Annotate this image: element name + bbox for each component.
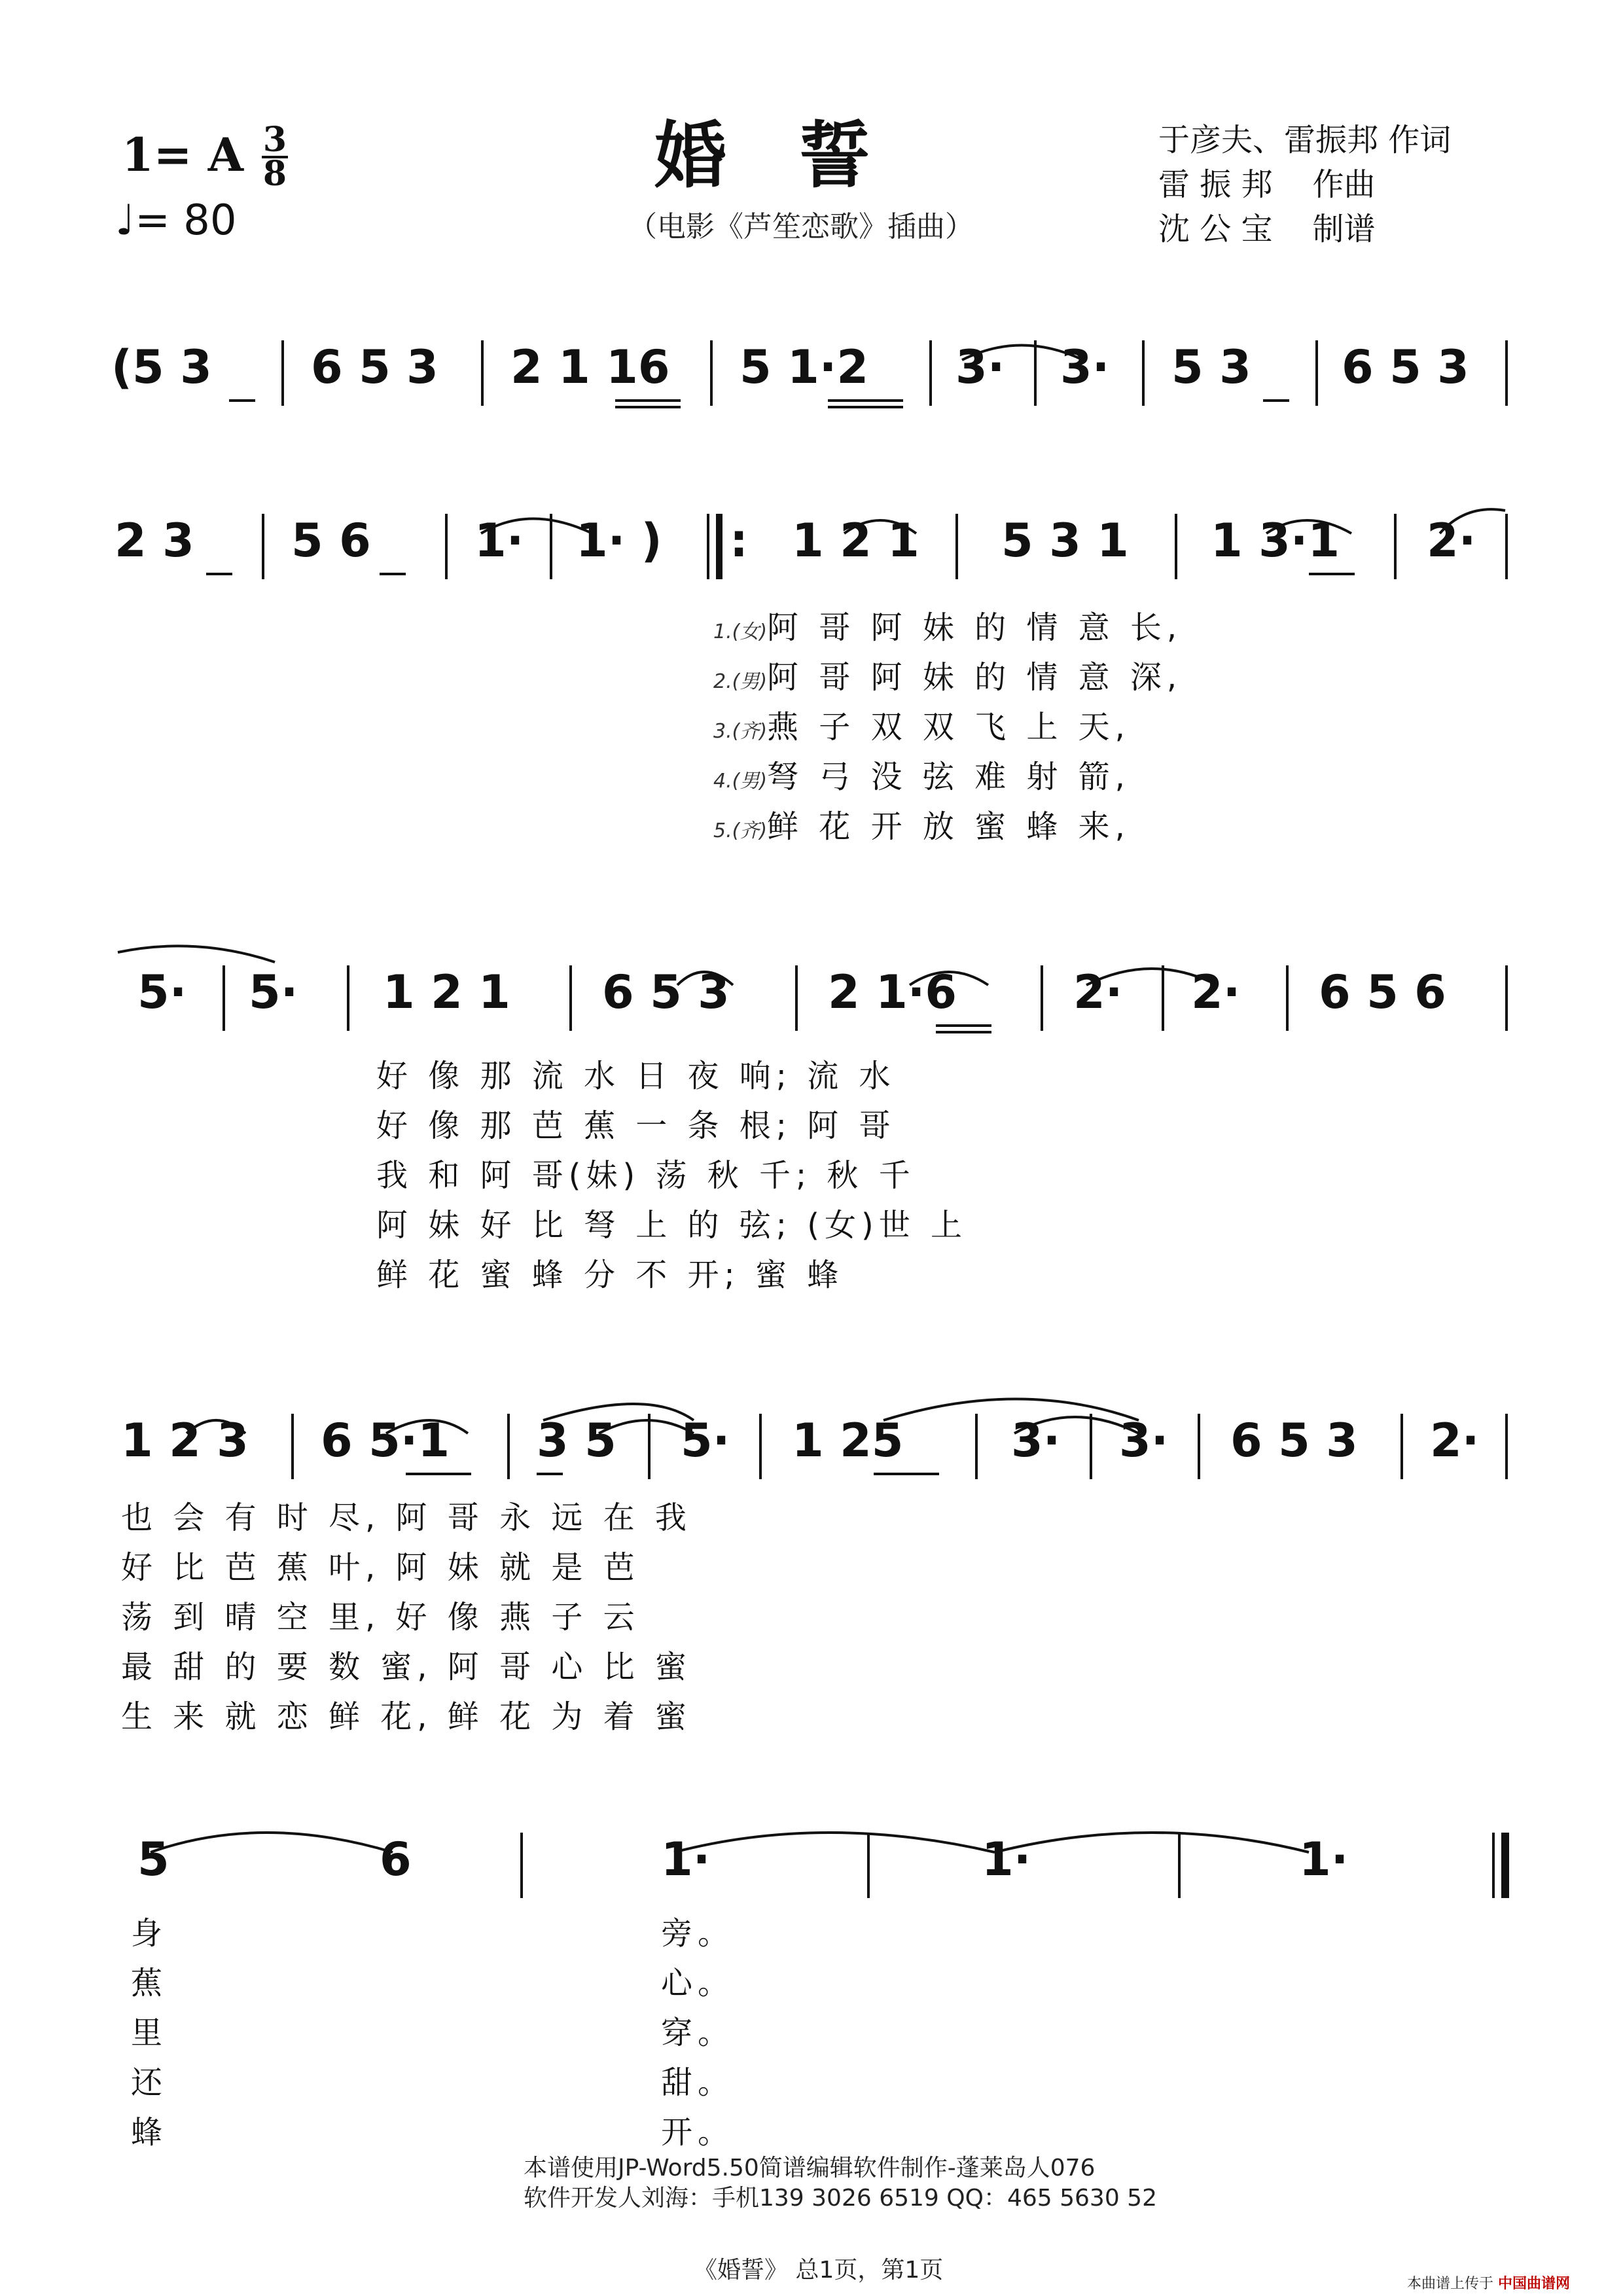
measure: 5 <box>137 1833 169 1886</box>
upload-note <box>1407 2272 1570 2293</box>
verse-line-4: 4.(男)弩 弓 没 弦 难 射 箭, <box>713 759 1130 795</box>
verse-end-2: 蕉 <box>131 1965 168 2001</box>
verse-line-1: 1.(女)阿 哥 阿 妹 的 情 意 长, <box>713 609 1183 646</box>
measure: 5 3 <box>1171 340 1251 394</box>
verse-line-2: 好 比 芭 蕉 叶, 阿 妹 就 是 芭 <box>121 1549 640 1586</box>
measure: 5· <box>249 965 298 1019</box>
footer-line-2: 软件开发人刘海：手机139 3026 6519 QQ：465 5630 52 <box>524 2185 1157 2212</box>
measure: 6 5 3 <box>311 340 438 394</box>
measure: 1· <box>982 1833 1031 1886</box>
staff-row-1 <box>0 340 1623 419</box>
verse-end-5: 蜂 <box>131 2114 168 2151</box>
verse-end-1: 旁。 <box>661 1915 735 1952</box>
measure: 2· <box>1191 965 1241 1019</box>
measure: 3· <box>1011 1414 1061 1467</box>
measure: 5 6 <box>291 514 371 567</box>
verse-line-4: 最 甜 的 要 数 蜜, 阿 哥 心 比 蜜 <box>121 1649 692 1685</box>
arranger-credit: 沈 公 宝 制谱 <box>1158 211 1376 247</box>
song-title: 婚誓 <box>654 113 942 198</box>
staff-row-5 <box>0 1833 1623 1911</box>
measure: 1· ) <box>576 514 662 567</box>
footer-credits <box>524 2153 1157 2214</box>
verse-line-3: 荡 到 晴 空 里, 好 像 燕 子 云 <box>121 1599 640 1636</box>
measure: 6 5 3 <box>1342 340 1469 394</box>
measure: 1· <box>1299 1833 1349 1886</box>
verse-line-5: 生 来 就 恋 鲜 花, 鲜 花 为 着 蜜 <box>121 1698 692 1735</box>
verse-line-5: 鲜 花 蜜 蜂 分 不 开; 蜜 蜂 <box>376 1257 844 1293</box>
verses-block-d <box>131 1908 168 2157</box>
measure: 3· <box>1119 1414 1169 1467</box>
measure: 2· <box>1427 514 1476 567</box>
measure: 5· <box>137 965 187 1019</box>
time-signature-numerator: 3 <box>262 120 287 160</box>
measure: 6 <box>380 1833 412 1886</box>
tie-slur-marks <box>0 1414 1623 1505</box>
measure: 2· <box>1430 1414 1480 1467</box>
repeat-dots: : <box>730 514 748 567</box>
measure: 1 2 1 <box>792 514 919 567</box>
staff-row-4 <box>0 1414 1623 1492</box>
page-label: 《婚誓》 总1页，第1页 <box>694 2257 944 2284</box>
measure: (5 3 <box>111 340 212 394</box>
lyricist-credit: 于彦夫、雷振邦 作词 <box>1158 122 1452 158</box>
measure: 2 1 16 <box>510 340 670 394</box>
verse-line-2: 好 像 那 芭 蕉 一 条 根; 阿 哥 <box>376 1107 896 1144</box>
tie-slur-marks <box>0 1833 1623 1924</box>
tie-slur-marks <box>0 965 1623 1057</box>
verse-line-1: 也 会 有 时 尽, 阿 哥 永 远 在 我 <box>121 1499 692 1536</box>
measure: 5 3 1 <box>1001 514 1129 567</box>
credits <box>1158 118 1451 251</box>
verse-end-4: 还 <box>131 2064 168 2101</box>
verses-block-d2 <box>661 1908 734 2157</box>
verse-line-3: 我 和 阿 哥(妹) 荡 秋 千; 秋 千 <box>376 1157 916 1194</box>
measure: 1 3·1 <box>1211 514 1340 567</box>
verse-line-1: 好 像 那 流 水 日 夜 响; 流 水 <box>376 1058 896 1094</box>
tie-slur-marks <box>0 340 1623 432</box>
measure: 6 5 6 <box>1319 965 1446 1019</box>
time-signature <box>262 120 288 194</box>
measure: 3· <box>955 340 1005 394</box>
measure: 6 5 3 <box>602 965 730 1019</box>
verse-end-3: 穿。 <box>661 2015 735 2051</box>
measure: 6 5·1 <box>321 1414 450 1467</box>
verses-block-b <box>376 1050 967 1299</box>
verse-end-3: 里 <box>131 2015 168 2051</box>
verse-line-3: 3.(齐)燕 子 双 双 飞 上 天, <box>713 709 1130 745</box>
measure: 1· <box>474 514 524 567</box>
measure: 5· <box>681 1414 730 1467</box>
composer-credit: 雷 振 邦 作曲 <box>1158 166 1376 203</box>
measure: 6 5 3 <box>1230 1414 1358 1467</box>
verse-end-4: 甜。 <box>661 2064 735 2101</box>
verse-end-2: 心。 <box>661 1965 735 2001</box>
measure: 1 25 <box>792 1414 904 1467</box>
time-signature-denominator: 8 <box>262 154 287 194</box>
verse-end-5: 开。 <box>661 2114 735 2151</box>
staff-row-2 <box>0 514 1623 592</box>
verses-block-a <box>713 602 1182 851</box>
upload-label: 本曲谱上传于 <box>1407 2276 1494 2292</box>
key-signature: 1= A <box>122 128 244 182</box>
measure: 3· <box>1060 340 1110 394</box>
verses-block-c <box>121 1492 692 1741</box>
measure: 2· <box>1073 965 1123 1019</box>
song-subtitle: （电影《芦笙恋歌》插曲） <box>628 210 974 243</box>
verse-line-5: 5.(齐)鲜 花 开 放 蜜 蜂 来, <box>713 808 1130 845</box>
measure: 1 2 1 <box>383 965 510 1019</box>
verse-line-4: 阿 妹 好 比 弩 上 的 弦; (女)世 上 <box>376 1207 967 1244</box>
staff-row-3 <box>0 965 1623 1044</box>
measure: 2 1·6 <box>828 965 957 1019</box>
measure: 3 5 <box>537 1414 616 1467</box>
measure: 1· <box>661 1833 711 1886</box>
tempo-marking: ♩= 80 <box>115 196 237 245</box>
measure: 5 1·2 <box>740 340 869 394</box>
measure: 1 2 3 <box>121 1414 249 1467</box>
tie-slur-marks <box>0 514 1623 605</box>
verse-end-1: 身 <box>131 1915 168 1952</box>
verse-line-2: 2.(男)阿 哥 阿 妹 的 情 意 深, <box>713 659 1183 696</box>
footer-line-1: 本谱使用JP-Word5.50简谱编辑软件制作-蓬莱岛人076 <box>524 2155 1096 2181</box>
measure: 2 3 <box>115 514 194 567</box>
upload-site: 中国曲谱网 <box>1498 2276 1571 2292</box>
